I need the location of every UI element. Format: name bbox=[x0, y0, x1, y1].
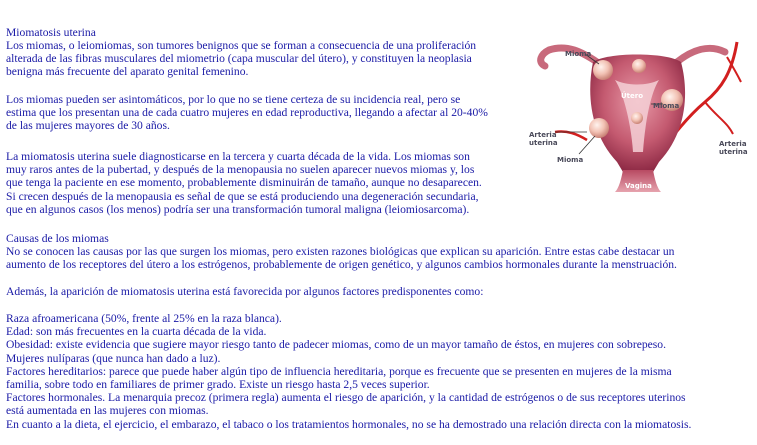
label-arteria-right-1: Arteria bbox=[719, 140, 747, 148]
text-line: La miomatosis uterina suele diagnosticarse en la tercera y cuarta década de la vida. Los miomas son bbox=[6, 150, 470, 163]
intro-title bbox=[6, 26, 96, 39]
intro-paragraph-3 bbox=[6, 150, 482, 216]
fibroid bbox=[593, 60, 613, 80]
label-arteria-left-2: uterina bbox=[529, 139, 558, 147]
text-line: Los miomas, o leiomiomas, son tumores benignos que se forman a consecuencia de una proliferación bbox=[6, 39, 477, 52]
label-mioma-right: Mioma bbox=[653, 102, 680, 110]
label-mioma-bottom: Mioma bbox=[557, 156, 584, 164]
text-line: de las mujeres mayores de 30 años. bbox=[6, 119, 170, 133]
artery-left bbox=[555, 131, 587, 140]
causes-paragraph-2 bbox=[6, 285, 483, 298]
intro-paragraph-2 bbox=[6, 93, 488, 133]
text-line: que tenga la paciente en ese momento, probablemente disminuirán de tamaño, aunque no desaparecen. bbox=[6, 176, 482, 190]
text-line: Si crecen después de la menopausia es señal de que se está produciendo una degeneración secundaria, bbox=[6, 189, 479, 203]
list-item: Factores hereditarios: parece que puede haber algún tipo de influencia hereditaria, porque es frecuente que se presenten en mujeres de la misma bbox=[6, 364, 672, 378]
causes-paragraph-1 bbox=[6, 245, 677, 271]
uterus-diagram bbox=[527, 22, 753, 192]
text-line: Los miomas pueden ser asintomáticos, por lo que no se tiene certeza de su incidencia real, pero se bbox=[6, 93, 461, 106]
list-item: En cuanto a la dieta, el ejercicio, el embarazo, el tabaco o los tratamientos hormonales, no se ha demostrado una relación directa con la miomatosis. bbox=[6, 417, 692, 431]
fibroid bbox=[631, 112, 643, 124]
list-item: Mujeres nulíparas (que nunca han dado a luz). bbox=[6, 351, 221, 365]
label-utero: Útero bbox=[621, 92, 644, 100]
text-line: No se conocen las causas por las que surgen los miomas, pero existen razones biológicas que explican su aparición. Entre estas cabe destacar un bbox=[6, 245, 675, 258]
text-line: que en algunos casos (los menos) podría ser una transformación tumoral maligna (leiomiosarcoma). bbox=[6, 202, 470, 216]
text-line: aumento de los receptores del útero a los estrógenos, probablemente de origen genético, y algunos cambios hormonales durante la menstruación. bbox=[6, 258, 677, 272]
text-line: estima que los presentan una de cada cuatro mujeres en edad reproductiva, llegando a afectar al 20-40% bbox=[6, 106, 488, 120]
text-line: alterada de las fibras musculares del miometrio (capa muscular del útero), y constituyen la neoplasia bbox=[6, 52, 472, 66]
text-line: benigna más frecuente del aparato genital femenino. bbox=[6, 65, 249, 79]
uterus-illustration bbox=[527, 22, 753, 192]
label-arteria-right-2: uterina bbox=[719, 148, 748, 156]
list-item: familia, sobre todo en familiares de primer grado. Existe un riesgo hasta 2,5 veces superior. bbox=[6, 378, 430, 392]
list-item: Raza afroamericana (50%, frente al 25% en la raza blanca). bbox=[6, 312, 282, 325]
causes-title bbox=[6, 232, 109, 245]
causes-title-text: Causas de los miomas bbox=[6, 232, 109, 245]
intro-title-text: Miomatosis uterina bbox=[6, 26, 96, 39]
artery-branch bbox=[705, 102, 733, 134]
fallopian-tube-right bbox=[677, 48, 725, 62]
fibroid bbox=[589, 118, 609, 138]
label-vagina: Vagina bbox=[625, 182, 652, 190]
factors-list bbox=[6, 312, 691, 431]
list-item: Obesidad: existe evidencia que sugiere mayor riesgo tanto de padecer miomas, como de un mayor tamaño de éstos, en mujeres con sobrepeso. bbox=[6, 338, 666, 352]
text-line: Además, la aparición de miomatosis uterina está favorecida por algunos factores predisponentes como: bbox=[6, 285, 484, 298]
label-mioma-top: Mioma bbox=[565, 50, 592, 58]
list-item: está aumentada en las mujeres con miomas. bbox=[6, 404, 209, 418]
fibroid bbox=[632, 59, 646, 73]
label-arteria-left-1: Arteria bbox=[529, 131, 557, 139]
list-item: Edad: son más frecuentes en la cuarta década de la vida. bbox=[6, 325, 267, 339]
intro-paragraph-1 bbox=[6, 39, 476, 79]
list-item: Factores hormonales. La menarquia precoz (primera regla) aumenta el riesgo de aparición, y la cantidad de estrógenos o de sus receptores uterinos bbox=[6, 391, 686, 405]
text-line: muy raros antes de la pubertad, y después de la menopausia no suelen aparecer nuevos miomas y, los bbox=[6, 163, 475, 177]
